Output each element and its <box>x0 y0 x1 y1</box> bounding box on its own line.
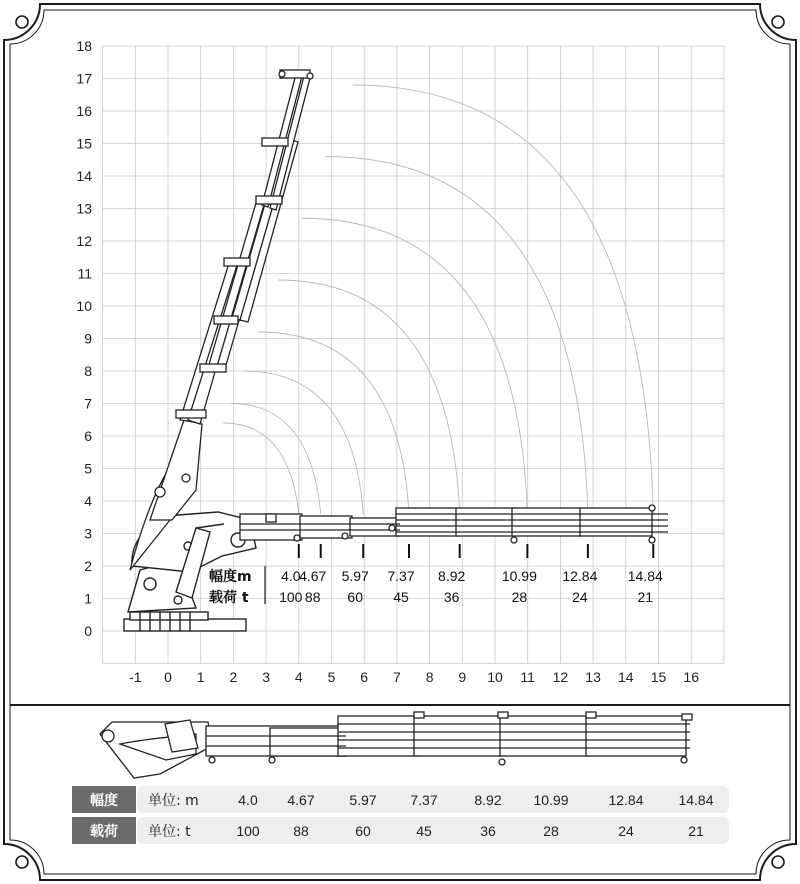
y-tick-label: 10 <box>76 298 92 314</box>
x-tick-label: 3 <box>262 669 270 685</box>
working-arc <box>258 332 409 514</box>
radius-markers <box>299 544 653 558</box>
radius-value: 7.37 <box>387 568 415 584</box>
hole-bottom-right <box>772 856 784 868</box>
y-tick-label: 11 <box>77 265 92 282</box>
load-value: 88 <box>304 589 321 605</box>
y-tick-label: 17 <box>76 70 92 87</box>
x-tick-label: 0 <box>164 669 172 685</box>
x-tick-label: 7 <box>393 669 401 685</box>
x-tick-label: 1 <box>196 669 205 685</box>
load-value: 21 <box>637 589 654 605</box>
table-load-cell: 21 <box>688 823 704 839</box>
working-arc <box>231 404 321 515</box>
table-row1-unit: 单位: m <box>148 793 199 809</box>
spec-table <box>72 786 729 844</box>
table-radius-cell: 4.67 <box>287 792 315 808</box>
table-load-cell: 100 <box>236 823 260 839</box>
y-tick-label: 16 <box>76 103 92 119</box>
y-tick-label: 13 <box>76 200 92 217</box>
radius-value: 8.92 <box>438 568 466 584</box>
table-radius-cell: 10.99 <box>533 792 569 808</box>
x-tick-label: 11 <box>520 669 535 685</box>
radius-value: 12.84 <box>562 568 598 584</box>
y-tick-label: 18 <box>76 38 92 54</box>
table-load-cell: 24 <box>618 823 634 839</box>
radius-value: 4.67 <box>299 568 327 584</box>
working-arc <box>243 371 363 514</box>
x-tick-label: -1 <box>129 669 142 685</box>
y-tick-label: 12 <box>76 233 92 249</box>
table-radius-cells <box>238 792 713 808</box>
y-tick-label: 9 <box>84 330 92 347</box>
x-tick-label: 9 <box>458 669 467 685</box>
table-row1-header: 幅度 <box>90 793 118 809</box>
table-radius-cell: 7.37 <box>410 792 438 808</box>
load-value: 45 <box>393 589 409 605</box>
table-radius-cell: 12.84 <box>608 792 644 808</box>
working-arc <box>278 280 460 514</box>
y-tick-label: 0 <box>84 623 92 639</box>
table-row2-bg <box>137 817 729 844</box>
hole-bottom-left <box>16 856 28 868</box>
horizontal-boom <box>240 505 668 543</box>
load-value: 60 <box>347 589 364 605</box>
working-arc <box>325 157 588 515</box>
y-tick-label: 7 <box>84 395 92 412</box>
load-value: 36 <box>443 589 460 605</box>
hole-top-right <box>772 16 784 28</box>
table-radius-cell: 14.84 <box>678 792 714 808</box>
x-tick-label: 14 <box>618 669 634 685</box>
table-load-cell: 36 <box>480 823 496 839</box>
x-tick-label: 6 <box>360 669 369 685</box>
y-tick-label: 14 <box>76 168 92 184</box>
table-load-cell: 28 <box>543 823 559 839</box>
table-radius-cell: 5.97 <box>349 792 377 808</box>
table-load-cell: 45 <box>416 823 432 839</box>
x-tick-label: 8 <box>425 669 434 685</box>
x-tick-label: 16 <box>683 669 699 685</box>
load-values <box>279 589 653 605</box>
working-arc <box>302 218 528 514</box>
x-tick-label: 15 <box>650 669 667 685</box>
folded-crane-view <box>100 712 692 778</box>
table-radius-cell: 4.0 <box>238 792 258 808</box>
load-value: 100 <box>279 589 303 605</box>
x-tick-label: 10 <box>487 669 503 685</box>
load-value: 28 <box>511 589 528 605</box>
x-axis-ticks <box>129 669 699 685</box>
radius-legend: 幅度m <box>209 569 252 585</box>
radius-value: 5.97 <box>341 568 369 584</box>
y-tick-label: 2 <box>84 558 92 574</box>
y-tick-label: 15 <box>76 135 92 152</box>
load-value: 24 <box>572 589 588 605</box>
x-tick-label: 13 <box>585 669 601 685</box>
radius-values <box>281 568 663 584</box>
table-radius-cell: 8.92 <box>474 792 502 808</box>
x-tick-label: 5 <box>327 669 336 685</box>
load-legend: 载荷 t <box>209 590 249 606</box>
table-row2-header: 载荷 <box>90 824 118 840</box>
table-load-cell: 60 <box>355 823 371 839</box>
y-tick-label: 5 <box>84 460 92 477</box>
hole-top-left <box>16 16 28 28</box>
y-tick-label: 3 <box>84 525 92 542</box>
x-tick-label: 4 <box>294 669 303 685</box>
y-axis-ticks <box>76 38 92 639</box>
table-row2-unit: 单位: t <box>148 824 191 840</box>
y-tick-label: 1 <box>84 590 92 607</box>
y-tick-label: 4 <box>84 493 92 509</box>
working-arc <box>353 85 654 514</box>
radius-value: 4.0 <box>281 568 301 584</box>
radius-value: 10.99 <box>501 568 537 584</box>
y-tick-label: 8 <box>84 363 92 379</box>
radius-value: 14.84 <box>627 568 663 584</box>
table-load-cell: 88 <box>293 823 309 839</box>
raised-boom <box>130 70 313 570</box>
y-tick-label: 6 <box>84 428 92 444</box>
x-tick-label: 2 <box>229 669 238 685</box>
x-tick-label: 12 <box>552 669 569 685</box>
